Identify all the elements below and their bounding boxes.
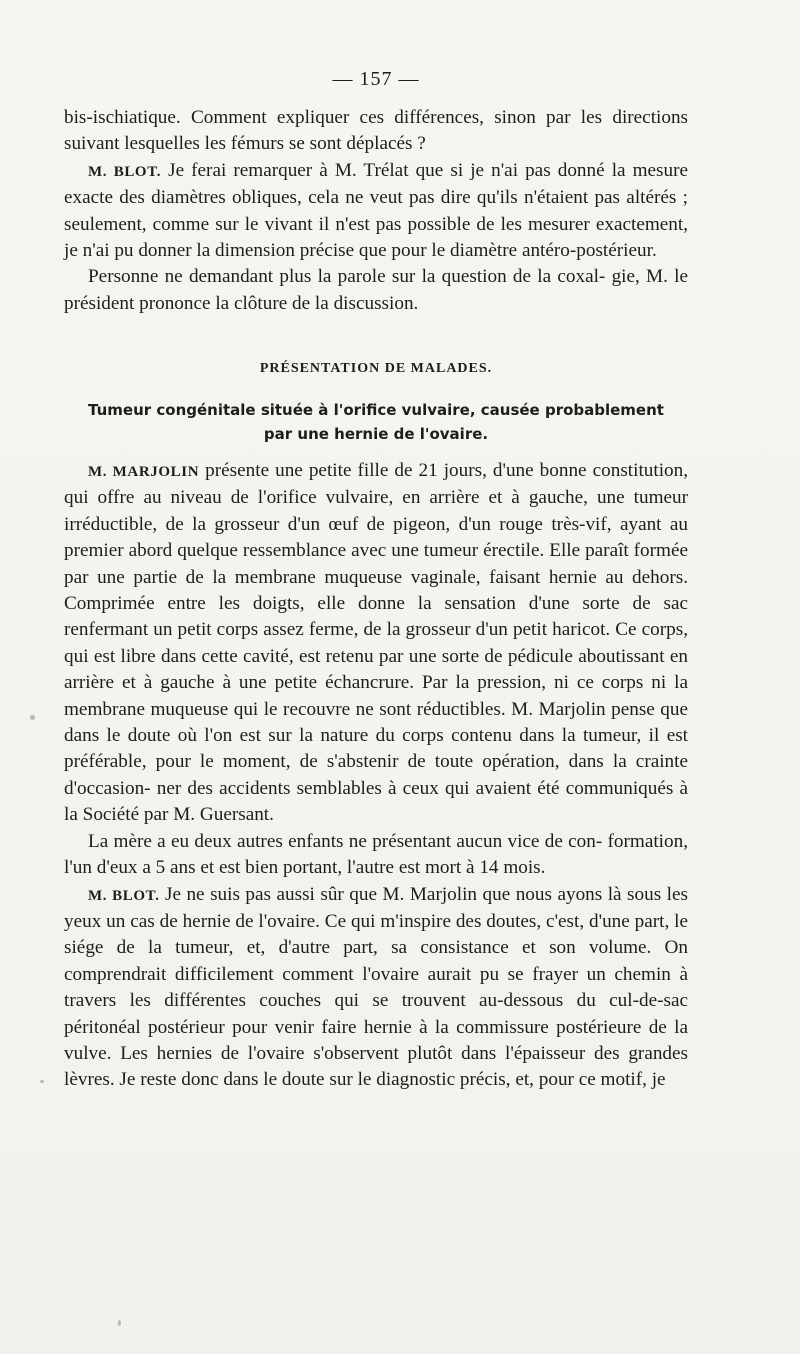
text-line: avec une tumeur érectile. Elle paraît formée par une partie de la (64, 540, 688, 588)
text-line: d'un rouge très-vif, ayant au premier abord quelque ressemblance (64, 513, 689, 562)
text-line: Je ne suis pas aussi sûr que M. Marjolin que nous ayons (159, 883, 603, 905)
text-line: consistance et son volume. On comprendrait difficilement comment (64, 937, 688, 985)
paragraph (64, 829, 688, 882)
speaker-name: M. BLOT. (88, 163, 162, 180)
text-line: présente une petite fille de 21 jours, d'une bonne (199, 460, 587, 481)
paragraph (64, 105, 688, 158)
text-line: là sous les yeux un cas de hernie de l'ovaire. Ce qui m'inspire des (64, 883, 688, 932)
text-line: directions suivant lesquelles les fémurs se sont déplacés ? (64, 107, 689, 155)
text-line: de l'ovaire s'observent plutôt dans l'épaisseur des grandes lèvres. Je (64, 1042, 689, 1091)
text-line: n'étaient pas altérés ; seulement, comme sur le vivant il n'est pas (64, 187, 688, 235)
paragraph (64, 882, 688, 1094)
paragraph (64, 158, 688, 265)
text-line: qui est libre dans cette cavité, est retenu par une sorte de pédicule (64, 645, 573, 667)
text-line: pression, ni ce corps ni la membrane muqueuse qui le recouvre ne (64, 672, 689, 720)
subtitle-line: par une hernie de l'ovaire. (263, 425, 489, 443)
text-line: La mère a eu deux autres enfants ne présentant aucun vice de con- (88, 830, 603, 852)
text-line: possible de les mesurer exactement, je n'ai pu donner la dimension (64, 213, 688, 262)
text-line: qui se trouvent au-dessous du cul-de-sac péritonéal postérieur pour (64, 990, 688, 1038)
text-line: venir faire hernie à la commissure postérieure de la vulve. Les hernies (64, 1016, 688, 1064)
scan-speck (40, 1080, 44, 1083)
text-line: entre les doigts, elle donne la sensation d'une sorte de sac renfermant (64, 593, 689, 641)
text-line: précise que pour le diamètre antéro-postérieur. (299, 240, 657, 262)
text-line: 14 mois. (479, 857, 546, 879)
text-line: la nature du corps contenu dans la tumeur, il est préférable, pour le (64, 725, 689, 773)
text-line: gauche, une tumeur irréductible, de la grosseur d'un œuf de pigeon, (64, 487, 689, 535)
section-subtitle (64, 398, 688, 446)
text-line: la mesure exacte des diamètres obliques, cela ne veut pas dire qu'ils (64, 159, 689, 209)
text-line: reste donc dans le doute sur le diagnostic précis, et, pour ce motif, je (140, 1069, 666, 1091)
text-line: doutes, c'est, d'une part, le siége de la tumeur, et, d'autre part, sa (64, 910, 688, 959)
paragraph (64, 264, 688, 317)
scan-speck (30, 715, 35, 720)
text-block-top (64, 105, 688, 317)
text-line: membrane muqueuse vaginale, faisant hernie au dehors. Comprimée (64, 566, 689, 615)
text-line: moment, de s'abstenir de toute opération, dans la crainte d'occasion- (64, 751, 688, 799)
text-line: ner des accidents semblables à ceux qui avaient été communiqués à (156, 777, 688, 799)
text-block-main (64, 458, 688, 1094)
text-line: gie, M. le président prononce la clôture de la discussion. (64, 266, 688, 314)
text-line: Personne ne demandant plus la parole sur la question de la coxal- (88, 266, 606, 288)
section-heading: PRÉSENTATION DE MALADES. (259, 361, 493, 376)
text-line: aboutissant en arrière et à gauche à une petite échancrure. Par la (64, 645, 688, 694)
text-line: un petit corps assez ferme, de la grosseur d'un petit haricot. Ce corps, (153, 619, 689, 641)
text-line: bis-ischiatique. Comment expliquer ces différences, sinon par les (64, 107, 603, 128)
text-line: l'ovaire aurait pu se frayer un chemin à travers les différentes couches (64, 963, 688, 1012)
text-line: constitution, qui offre au niveau de l'orifice vulvaire, en arrière et à (64, 460, 689, 509)
text-line: formation, l'un d'eux a 5 ans et est bien portant, l'autre est mort à (64, 830, 688, 879)
paragraph (64, 458, 688, 829)
text-line: la Société par M. Guersant. (64, 804, 274, 826)
text-line: Je ferai remarquer à M. Trélat que si je n'ai pas donné (161, 159, 605, 181)
subtitle-line: Tumeur congénitale située à l'orifice vulvaire, causée probablement (88, 401, 664, 419)
speaker-name: M. BLOT. (88, 887, 160, 904)
text-line: sont réductibles. M. Marjolin pense que dans le doute où l'on est sur (64, 698, 689, 747)
page-number: — 157 — (332, 68, 420, 90)
speaker-name: M. MARJOLIN (88, 464, 200, 480)
scan-speck (118, 1320, 121, 1326)
